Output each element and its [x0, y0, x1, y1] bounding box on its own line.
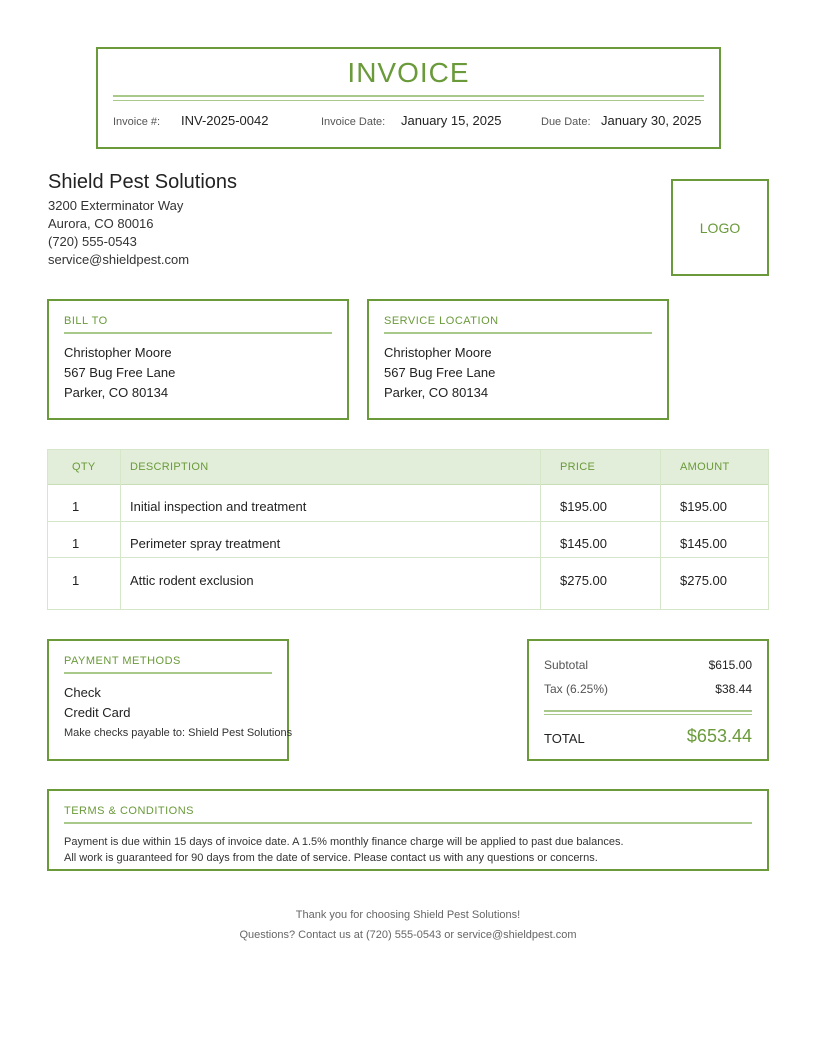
row-qty: 1 [72, 573, 80, 588]
qty-header: QTY [72, 461, 96, 473]
subtotal-value: $615.00 [708, 658, 752, 672]
price-header: PRICE [560, 461, 596, 473]
row-price: $275.00 [560, 573, 607, 588]
total-value: $653.44 [686, 726, 752, 746]
bill-to-address2: Parker, CO 80134 [64, 385, 169, 400]
bill-to-heading: BILL TO [64, 315, 108, 327]
amount-header: AMOUNT [680, 461, 730, 473]
payment-methods-divider [64, 672, 272, 674]
terms-line1: Payment is due within 15 days of invoice date. A 1.5% monthly finance charge will be applied to past due balances. [64, 836, 624, 848]
header-divider [113, 95, 704, 97]
tax-value: $38.44 [715, 682, 752, 696]
service-location-address1: 567 Bug Free Lane [384, 365, 496, 380]
logo-text: LOGO [699, 219, 741, 236]
invoice-date-label: Invoice Date: [321, 116, 386, 128]
column-divider [540, 450, 541, 609]
tax-label: Tax (6.25%) [544, 682, 609, 696]
bill-to-divider [64, 332, 332, 334]
terms-line2: All work is guaranteed for 90 days from the date of service. Please contact us with any questions or concerns. [64, 852, 598, 864]
totals-divider-thin [544, 714, 752, 715]
subtotal-label: Subtotal [544, 658, 589, 672]
row-amount: $275.00 [680, 573, 727, 588]
invoice-number: INV-2025-0042 [181, 113, 269, 128]
payment-method-check: Check [64, 685, 101, 700]
due-date-label: Due Date: [541, 116, 591, 128]
row-divider [48, 557, 768, 558]
company-email: service@shieldpest.com [48, 252, 190, 267]
row-qty: 1 [72, 536, 80, 551]
invoice-date: January 15, 2025 [401, 113, 502, 128]
description-header: DESCRIPTION [130, 461, 209, 473]
service-location-box [367, 299, 669, 420]
invoice-header [96, 47, 721, 149]
payment-methods-heading: PAYMENT METHODS [64, 655, 181, 667]
invoice-title: INVOICE [347, 57, 470, 88]
row-price: $145.00 [560, 536, 607, 551]
row-divider [48, 521, 768, 522]
service-location-divider [384, 332, 652, 334]
service-location-name: Christopher Moore [384, 345, 492, 360]
total-label: TOTAL [544, 731, 585, 746]
footer-thanks: Thank you for choosing Shield Pest Solutions! [295, 909, 521, 921]
payment-methods-box [47, 639, 293, 761]
company-name: Shield Pest Solutions [48, 171, 238, 193]
due-date: January 30, 2025 [601, 113, 702, 128]
row-description: Initial inspection and treatment [130, 499, 307, 514]
company-address-line2: Aurora, CO 80016 [48, 216, 154, 231]
company-address-line1: 3200 Exterminator Way [48, 198, 184, 213]
line-items-table [47, 449, 769, 610]
terms-heading: TERMS & CONDITIONS [64, 805, 195, 817]
row-description: Perimeter spray treatment [130, 536, 281, 551]
row-qty: 1 [72, 499, 80, 514]
company-phone: (720) 555-0543 [48, 234, 137, 249]
row-amount: $145.00 [680, 536, 727, 551]
service-location-heading: SERVICE LOCATION [384, 315, 499, 327]
bill-to-box [47, 299, 349, 420]
terms-divider [64, 822, 752, 824]
header-divider-thin [113, 100, 704, 101]
payment-note: Make checks payable to: Shield Pest Solutions [64, 727, 293, 739]
totals-box [527, 639, 769, 761]
service-location-address2: Parker, CO 80134 [384, 385, 489, 400]
payment-method-credit-card: Credit Card [64, 705, 131, 720]
column-divider [120, 450, 121, 609]
bill-to-name: Christopher Moore [64, 345, 172, 360]
row-amount: $195.00 [680, 499, 727, 514]
bill-to-address1: 567 Bug Free Lane [64, 365, 176, 380]
row-price: $195.00 [560, 499, 607, 514]
column-divider [660, 450, 661, 609]
footer-contact: Questions? Contact us at (720) 555-0543 or service@shieldpest.com [239, 929, 577, 941]
terms-box [47, 789, 769, 871]
totals-divider [544, 710, 752, 712]
row-description: Attic rodent exclusion [130, 573, 254, 588]
company-logo [671, 179, 769, 276]
invoice-number-label: Invoice #: [113, 116, 161, 128]
